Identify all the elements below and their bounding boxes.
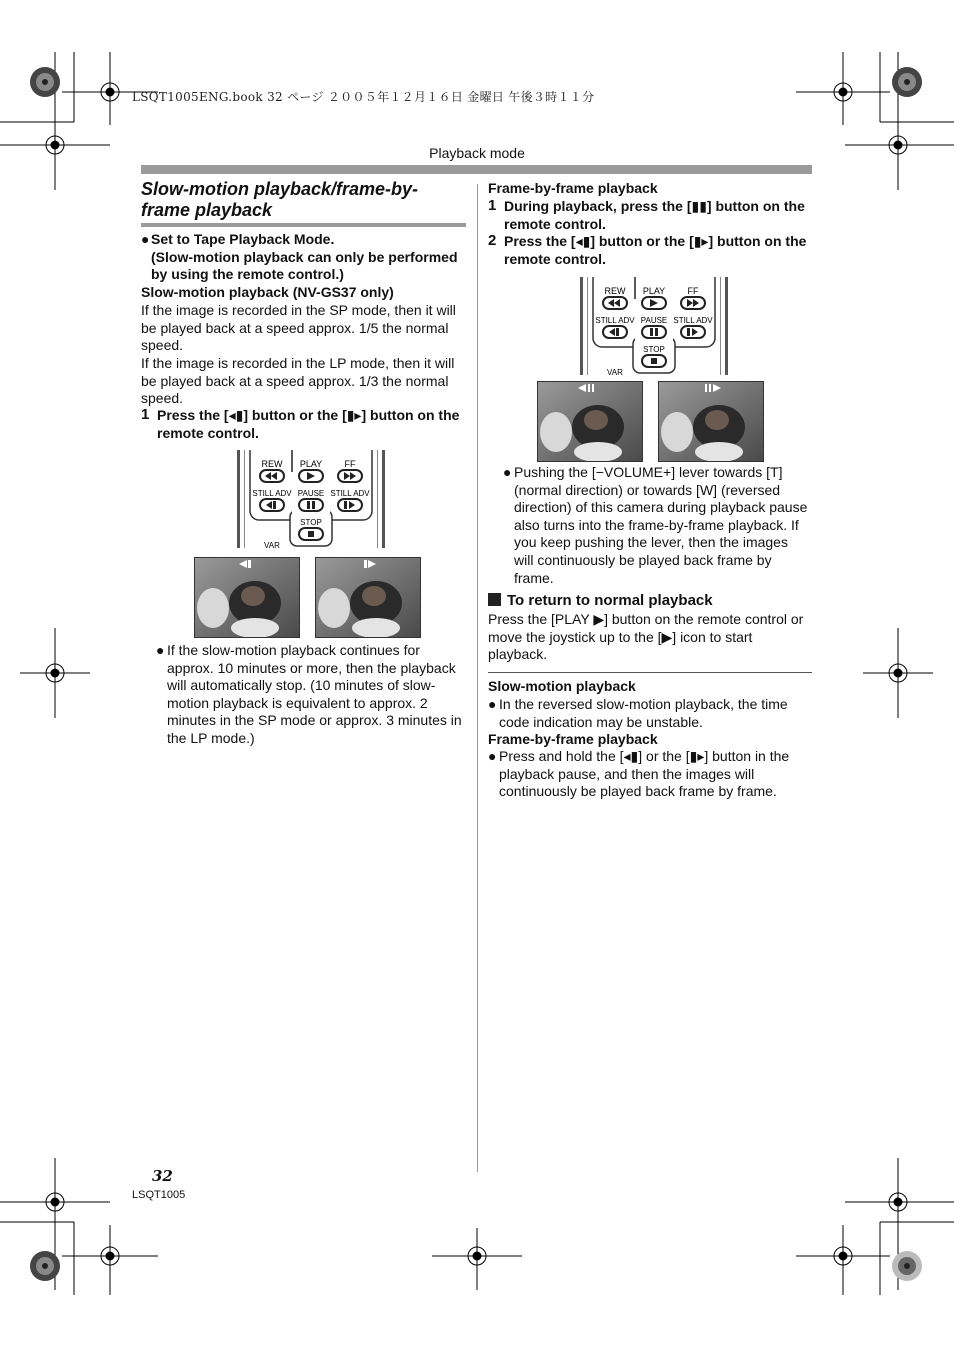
return-heading-text: To return to normal playback — [507, 592, 713, 609]
notes-slow-heading: Slow-motion playback — [488, 678, 636, 694]
left-step-1 — [141, 407, 466, 442]
still-adv-left-label: STILL ADV — [595, 316, 635, 325]
step-number: 1 — [141, 406, 150, 423]
stop-label: STOP — [643, 345, 665, 354]
still-adv-right-label: STILL ADV — [330, 489, 370, 498]
play-button[interactable] — [642, 297, 666, 309]
step-text: Press the [◂▮] button or the [▮▸] button on the remote control. — [504, 233, 807, 267]
still-adv-left-label: STILL ADV — [252, 489, 292, 498]
still-adv-reverse-button[interactable] — [260, 499, 284, 511]
puppy-image — [659, 382, 763, 461]
play-button[interactable] — [299, 470, 323, 482]
still-adv-reverse-button[interactable] — [603, 326, 627, 338]
pause-label: PAUSE — [640, 316, 668, 325]
puppy-image — [195, 558, 299, 637]
rew-label: REW — [604, 286, 626, 296]
play-label: PLAY — [299, 459, 323, 469]
bullet-icon: ● — [141, 231, 150, 247]
ff-label: FF — [344, 459, 356, 469]
notes-slow-item — [488, 696, 810, 731]
fbf-heading: Frame-by-frame playback — [488, 180, 658, 196]
ff-button[interactable] — [338, 470, 362, 482]
title-rule — [141, 223, 466, 227]
slow-reverse-photo — [194, 557, 300, 638]
pause-button[interactable] — [299, 499, 323, 511]
left-note-text: If the slow-motion playback continues for approx. 10 minutes or more, then the playback will automatically stop. (10 minutes of slow-motion playback is equivalent to approx. 2 minutes in the SP mode or approx. 3 minutes in the LP mode.) — [167, 642, 462, 746]
bullet-icon: ● — [488, 696, 497, 712]
pause-button[interactable] — [642, 326, 666, 338]
ff-label: FF — [687, 286, 699, 296]
column-divider — [477, 184, 478, 1172]
return-paragraph: Press the [PLAY ▶] button on the remote control or move the joystick up to the [▶] icon to start playback. — [488, 611, 804, 663]
bullet-icon: ● — [503, 464, 512, 480]
notes-fbf-text: Press and hold the [◂▮] or the [▮▸] button in the playback pause, and then the images will continuously be played back frame by frame. — [499, 748, 790, 800]
step-number: 2 — [488, 232, 497, 249]
step-text: Press the [◂▮] button or the [▮▸] button on the remote control. — [157, 407, 460, 441]
top-rule — [141, 165, 812, 174]
step-number: 1 — [488, 197, 497, 214]
set-mode-note: (Slow-motion playback can only be performed by using the remote control.) — [151, 248, 458, 283]
square-bullet-icon — [488, 593, 501, 606]
section-label: Playback mode — [429, 145, 525, 161]
notes-divider — [488, 672, 812, 673]
volume-note-item — [503, 464, 809, 587]
notes-fbf-item — [488, 748, 810, 801]
set-mode-item — [141, 231, 466, 284]
slow-forward-photo — [315, 557, 421, 638]
page-number: 32 — [152, 1167, 173, 1185]
frame-forward-photo — [658, 381, 764, 462]
sp-paragraph: If the image is recorded in the SP mode, then it will be played back at a speed approx. 1/5 the normal speed. — [141, 302, 456, 354]
set-mode-text: Set to Tape Playback Mode. — [151, 231, 335, 247]
puppy-image — [316, 558, 420, 637]
bullet-icon: ● — [488, 748, 497, 764]
slow-heading: Slow-motion playback (NV-GS37 only) — [141, 284, 394, 300]
notes-slow-text: In the reversed slow-motion playback, the time code indication may be unstable. — [499, 696, 788, 730]
pause-label: PAUSE — [297, 489, 325, 498]
book-header-line: LSQT1005ENG.book 32 ページ ２００５年１２月１６日 金曜日 午後３時１１分 — [132, 90, 595, 104]
return-heading — [488, 592, 812, 609]
lp-paragraph: If the image is recorded in the LP mode, then it will be played back at a speed approx. 1/3 the normal speed. — [141, 355, 455, 407]
right-step-1 — [488, 198, 812, 233]
bullet-icon: ● — [156, 642, 165, 658]
puppy-image — [538, 382, 642, 461]
ff-button[interactable] — [681, 297, 705, 309]
step-text: During playback, press the [▮▮] button on the remote control. — [504, 198, 805, 232]
volume-note-text: Pushing the [−VOLUME+] lever towards [T] (normal direction) or towards [W] (reversed direction) of this camera during playback pause also turns into the frame-by-frame playback. If you keep pushing the lever, then the images will continuously be played back frame by frame. — [514, 464, 808, 586]
remote-control-illustration — [577, 277, 731, 375]
rew-button[interactable] — [603, 297, 627, 309]
still-adv-forward-button[interactable] — [338, 499, 362, 511]
var-label: VAR — [264, 541, 280, 548]
rew-label: REW — [261, 459, 283, 469]
right-step-2 — [488, 233, 812, 268]
still-adv-forward-button[interactable] — [681, 326, 705, 338]
play-label: PLAY — [642, 286, 666, 296]
rew-button[interactable] — [260, 470, 284, 482]
stop-button[interactable] — [299, 528, 323, 540]
still-adv-right-label: STILL ADV — [673, 316, 713, 325]
var-label: VAR — [607, 368, 623, 375]
remote-control-illustration — [234, 450, 388, 548]
notes-fbf-heading: Frame-by-frame playback — [488, 731, 658, 747]
left-note-item — [156, 642, 462, 748]
page-title: Slow-motion playback/frame-by-frame playback — [141, 179, 419, 220]
document-code: LSQT1005 — [132, 1189, 186, 1201]
stop-label: STOP — [300, 518, 322, 527]
stop-button[interactable] — [642, 355, 666, 367]
frame-reverse-photo — [537, 381, 643, 462]
